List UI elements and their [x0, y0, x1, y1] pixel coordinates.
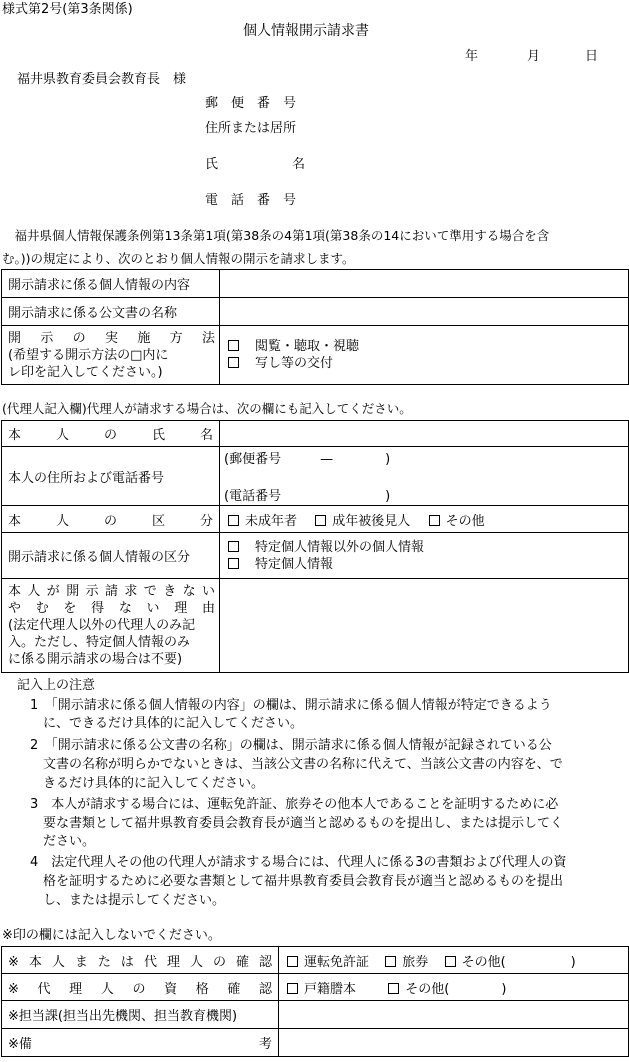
date-month-label: 月: [527, 49, 541, 64]
method-label: 開示の実施方法: [8, 330, 215, 346]
applicant-postal-label: 郵 便 番 号: [205, 96, 297, 111]
date-year-label: 年: [465, 49, 479, 64]
info-category-label-cell: [2, 533, 220, 579]
remarks-label-b: 考: [258, 1037, 272, 1052]
info-option-non-specific[interactable]: 特定個人情報以外の個人情報: [228, 539, 628, 556]
applicant-name-label-1: 氏: [205, 157, 219, 172]
method-options-cell: [220, 326, 629, 385]
checkbox-icon[interactable]: [429, 515, 440, 526]
reason-line-5: に係る開示請求の場合は不要): [8, 652, 183, 667]
notes-heading: 記入上の注意: [17, 678, 96, 693]
form-number-label: 様式第2号(第3条関係): [2, 2, 133, 17]
office-use-note: ※印の欄には記入しないでください。: [2, 928, 221, 943]
agent-section-intro: (代理人記入欄)代理人が請求する場合は、次の欄にも記入してください。: [2, 401, 412, 416]
department-label-cell: [2, 1001, 279, 1029]
note-3-line-2: 要な書類として福井県教育委員会教育長が適当と認めるものを提出し、または提示してく: [43, 816, 564, 831]
agent-qualification-options: [279, 974, 629, 1001]
checkbox-icon[interactable]: [385, 956, 396, 967]
note-4-line-2: 格を証明するために必要な書類として福井県教育委員会教育長が適当と認めるものを提出: [43, 874, 564, 889]
remarks-label-cell: [2, 1029, 279, 1057]
form-title: 個人情報開示請求書: [243, 23, 369, 39]
note-4-line-3: し、または提示してください。: [43, 893, 226, 908]
remarks-label-a: ※備: [8, 1037, 32, 1052]
note-2-line-2: 文書の名称が明らかでないときは、当該公文書の名称に代えて、当該公文書の内容を、で: [43, 757, 563, 772]
agent-qualification-label: ※代理人の資格確認: [2, 974, 279, 1001]
principal-postal-text: (郵便番号 — ): [224, 452, 391, 467]
department-input[interactable]: [279, 1001, 629, 1029]
document-name-label: 開示請求に係る公文書の名称: [8, 306, 178, 321]
content-label: 開示請求に係る個人情報の内容: [8, 278, 191, 293]
checkbox-icon[interactable]: [287, 983, 298, 994]
intro-text-line-1: 福井県個人情報保護条例第13条第1項(第38条の4第1項(第38条の14において準用する場合を含: [2, 228, 550, 243]
note-3-line-1: 3 本人が請求する場合には、運転免許証、旅券その他本人であることを証明するために必: [30, 797, 559, 812]
document-name-input[interactable]: [220, 298, 629, 326]
qual-option-family-register[interactable]: 戸籍謄本: [287, 982, 356, 997]
document-name-label-cell: [2, 298, 220, 326]
reason-line-4: 入。ただし、特定個人情報のみ: [8, 635, 191, 650]
office-use-table: [1, 946, 629, 1057]
date-day-label: 日: [585, 49, 599, 64]
info-option-specific[interactable]: 特定個人情報: [228, 556, 628, 573]
category-option-other[interactable]: その他: [429, 514, 485, 529]
reason-line-2: やむを得ない理由: [8, 601, 215, 616]
principal-address-input[interactable]: [220, 447, 629, 506]
note-2-line-1: 2 「開示請求に係る公文書の名称」の欄は、開示請求に係る個人情報が記録されている公: [30, 738, 552, 753]
checkbox-icon[interactable]: [445, 956, 456, 967]
applicant-name-label-2: 名: [292, 157, 306, 172]
principal-category-options: [220, 506, 629, 533]
checkbox-icon[interactable]: [228, 541, 239, 552]
department-label: ※担当課(担当出先機関、担当教育機関): [8, 1009, 238, 1024]
checkbox-icon[interactable]: [228, 357, 239, 368]
method-sub-line-1: (希望する開示方法の□内に: [8, 347, 169, 363]
category-option-guardian[interactable]: 成年被後見人: [315, 514, 410, 529]
note-2-line-3: きるだけ具体的に記入してください。: [43, 776, 265, 791]
method-sub-line-2: レ印を記入してください。): [8, 364, 163, 380]
note-1-line-2: に、できるだけ具体的に記入してください。: [43, 716, 304, 731]
principal-name-input[interactable]: [220, 421, 629, 447]
reason-line-3: (法定代理人以外の代理人のみ記: [8, 618, 196, 633]
method-option-copy[interactable]: 写し等の交付: [228, 355, 628, 372]
qual-option-other[interactable]: その他( ): [388, 982, 506, 997]
reason-line-1: 本人が開示請求できない: [8, 584, 215, 599]
checkbox-icon[interactable]: [315, 515, 326, 526]
method-option-view[interactable]: 閲覧・聴取・視聴: [228, 338, 628, 355]
note-3-line-3: ださい。: [43, 834, 96, 849]
intro-text-line-2: む。))の規定により、次のとおり個人情報の開示を請求します。: [2, 251, 355, 266]
id-option-passport[interactable]: 旅券: [385, 955, 428, 970]
checkbox-icon[interactable]: [228, 515, 239, 526]
principal-name-label: 本人の氏名: [2, 421, 220, 447]
id-option-license[interactable]: 運転免許証: [287, 955, 369, 970]
content-label-cell: [2, 270, 220, 298]
identity-check-label: ※本人または代理人の確認: [2, 947, 279, 974]
principal-address-label: 本人の住所および電話番号: [8, 470, 165, 486]
info-category-options: [220, 533, 629, 579]
category-option-minor[interactable]: 未成年者: [228, 514, 297, 529]
principal-category-label: 本人の区分: [2, 506, 220, 533]
identity-check-options: [279, 947, 629, 974]
checkbox-icon[interactable]: [388, 983, 399, 994]
principal-phone-text: (電話番号 ): [224, 489, 391, 504]
note-1-line-1: 1 「開示請求に係る個人情報の内容」の欄は、開示請求に係る個人情報が特定できるよう: [30, 698, 552, 713]
principal-address-label-cell: [2, 447, 220, 506]
checkbox-icon[interactable]: [287, 956, 298, 967]
checkbox-icon[interactable]: [228, 340, 239, 351]
content-input[interactable]: [220, 270, 629, 298]
checkbox-icon[interactable]: [228, 558, 239, 569]
reason-input[interactable]: [220, 579, 629, 673]
addressee: 福井県教育委員会教育長 様: [17, 72, 187, 87]
note-4-line-1: 4 法定代理人その他の代理人が請求する場合には、代理人に係る3の書類および代理人の資: [30, 855, 567, 870]
remarks-input[interactable]: [279, 1029, 629, 1057]
reason-label-cell: [2, 579, 220, 673]
info-category-label: 開示請求に係る個人情報の区分: [8, 550, 191, 565]
id-option-other[interactable]: その他( ): [445, 955, 576, 970]
request-table: [1, 269, 629, 385]
applicant-phone-label: 電 話 番 号: [205, 193, 297, 208]
applicant-address-label: 住所または居所: [205, 121, 297, 136]
agent-table: [1, 420, 629, 673]
method-label-cell: [2, 326, 220, 385]
